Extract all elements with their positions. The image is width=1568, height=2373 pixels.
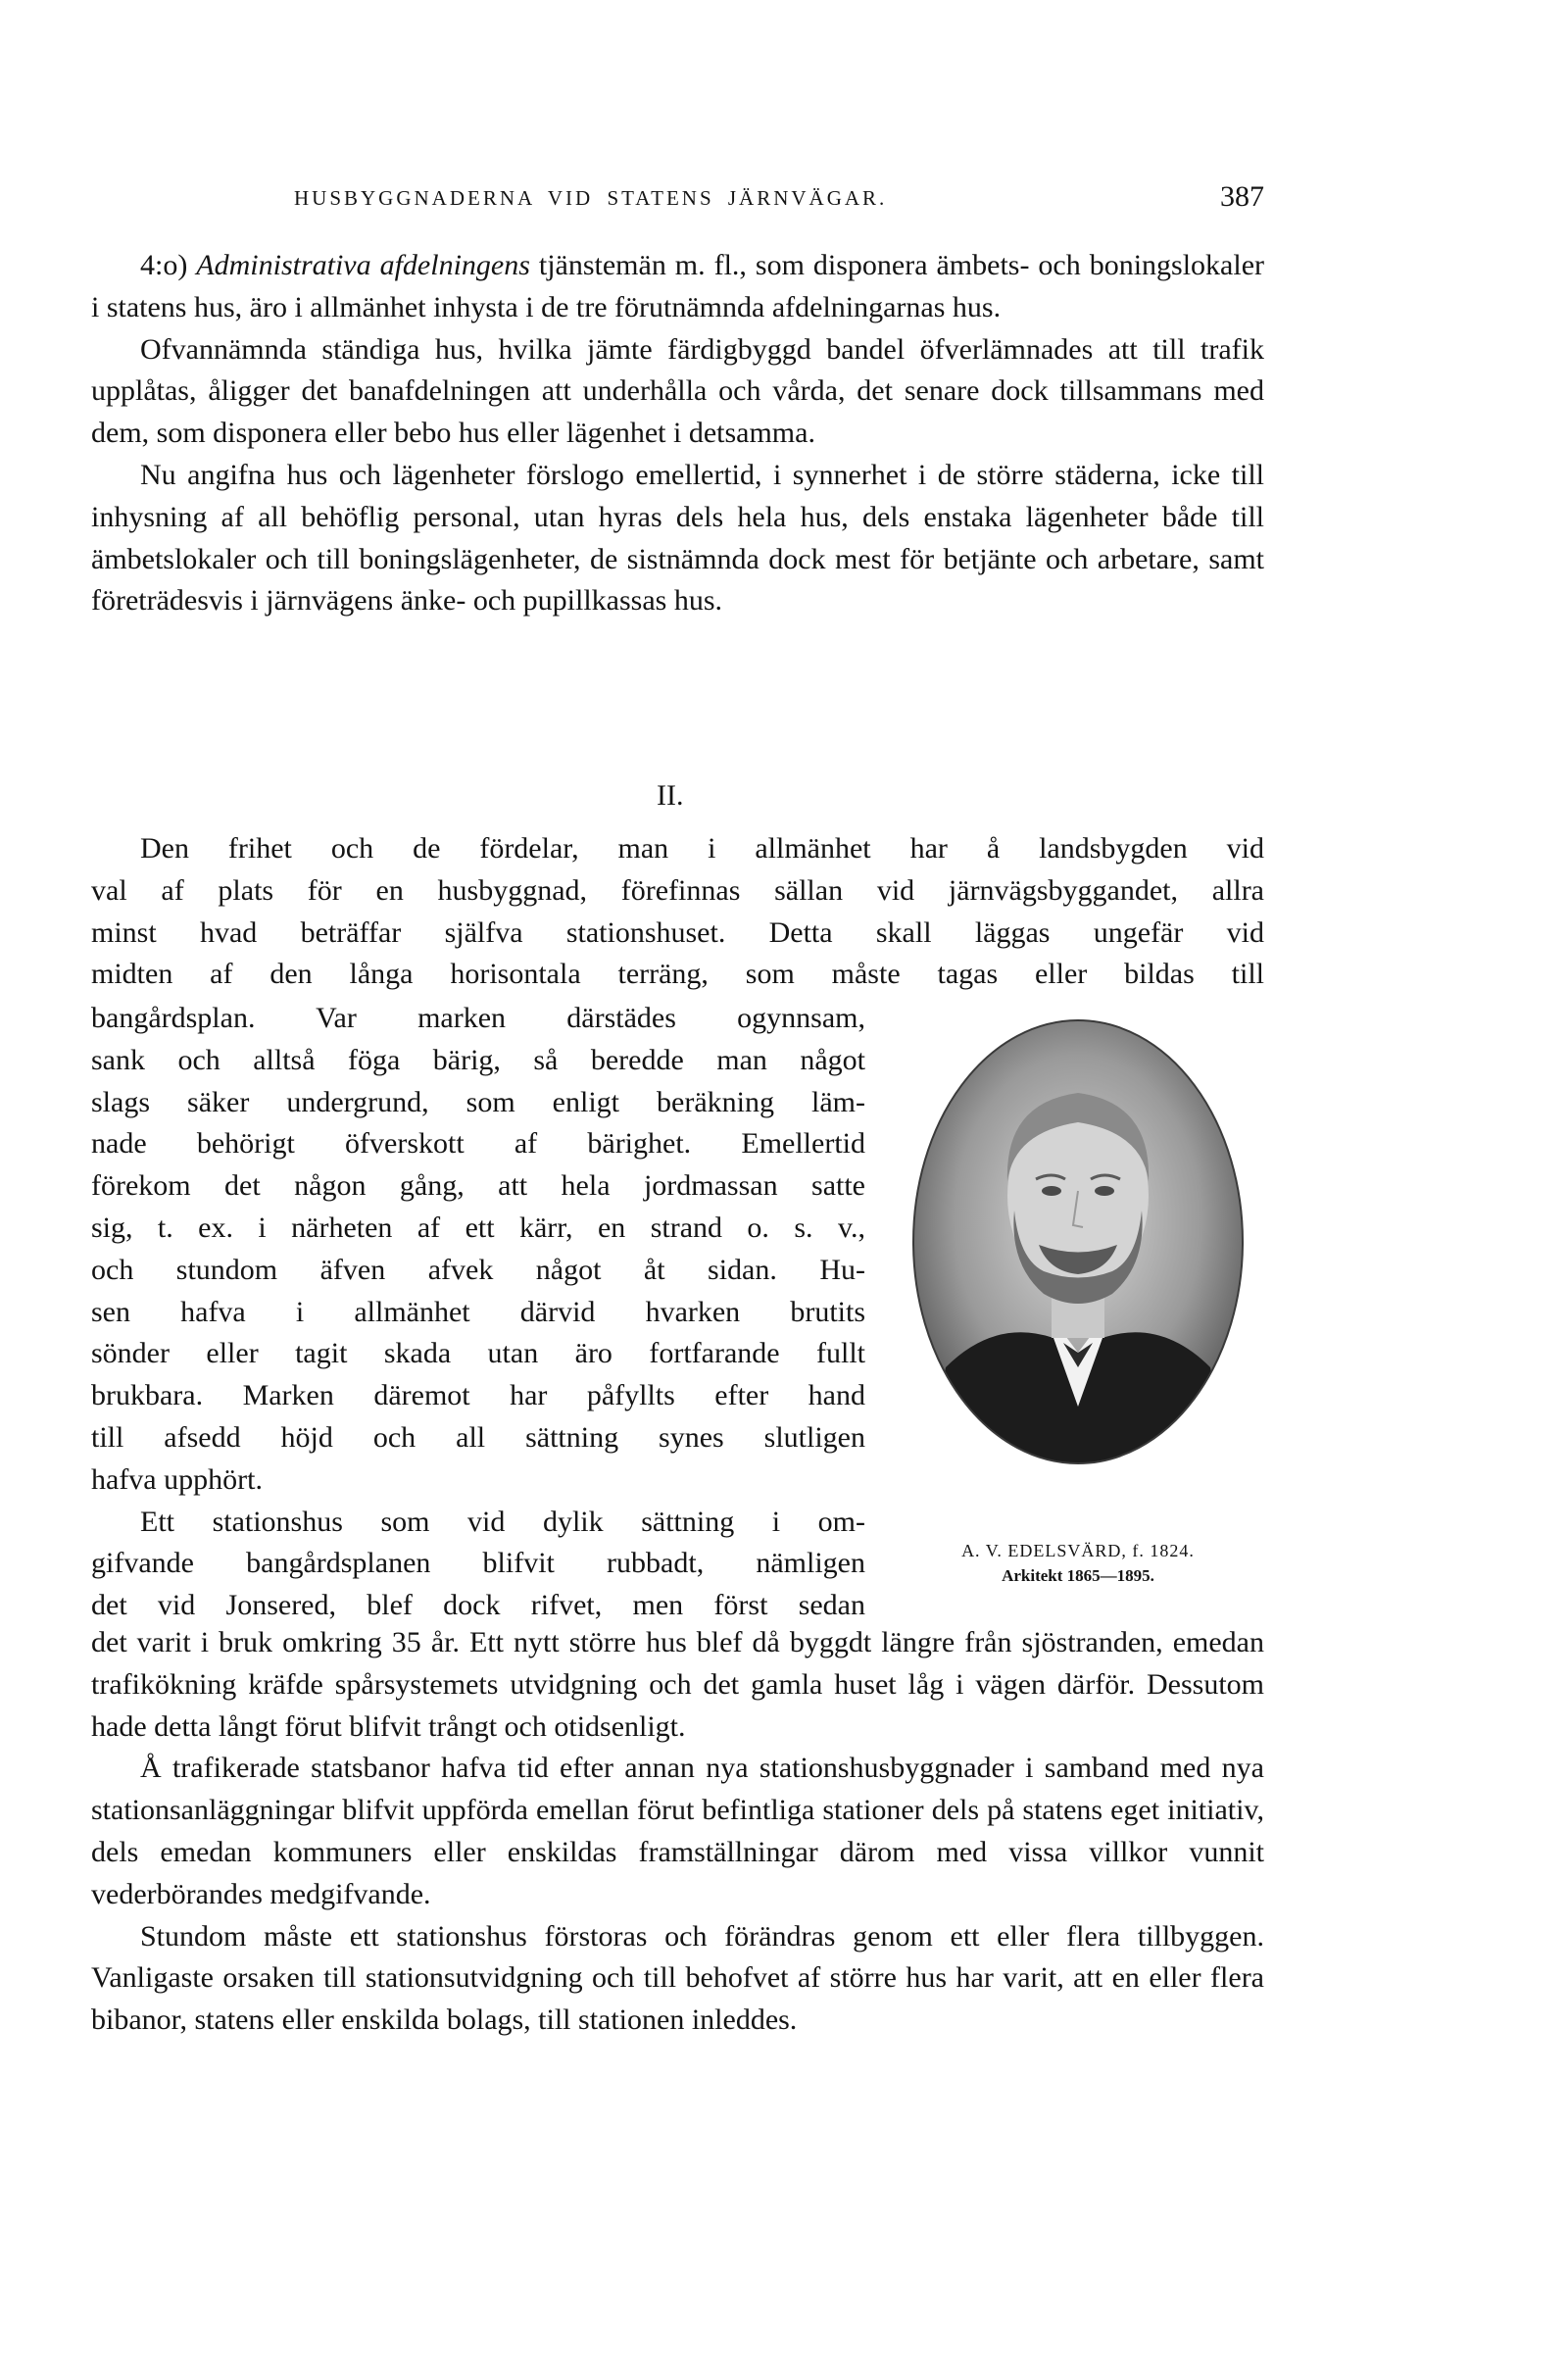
running-head: HUSBYGGNADERNA VID STATENS JÄRNVÄGAR. [294, 186, 888, 210]
text-line: val af plats för en husbyggnad, förefinnas sällan vid järnvägsbyggandet, allra [91, 873, 1264, 907]
text-line: och stundom äfven afvek något åt sidan. Hu- [91, 1253, 865, 1286]
text-line: slags säker undergrund, som enligt beräkning läm- [91, 1085, 865, 1118]
text-line: Den frihet och de fördelar, man i allmänhet har å landsbygden vid [140, 832, 1264, 865]
top-text-block [91, 245, 1264, 622]
paragraph-administrative [91, 245, 1264, 329]
text-line: det vid Jonsered, blef dock rifvet, men först sedan [91, 1589, 865, 1622]
text-line: sönder eller tagit skada utan äro fortfarande fullt [91, 1337, 865, 1370]
text-line: bangårdsplan. Var marken därstädes ogynnsam, [91, 1002, 865, 1034]
portrait-caption-name: A. V. EDELSVÄRD, f. 1824. [961, 1541, 1195, 1560]
text-line: sen hafva i allmänhet därvid hvarken brutits [91, 1295, 865, 1328]
text-line: minst hvad beträffar själfva stationshuset. Detta skall läggas ungefär vid [91, 915, 1264, 949]
paragraph-rented-housing: Nu angifna hus och lägenheter förslogo emellertid, i synnerhet i de större städerna, icke till inhysning af all behöflig personal, utan hyras dels hela hus, dels enstaka lägenheter både till ämbetslokaler och till boningslägenheter, de sistnämnda dock mest för betjänte och arbetare, samt företrädesvis i järnvägens änke- och pupillkassas hus. [91, 458, 1264, 618]
text-line: sank och alltså föga bärig, så beredde man något [91, 1043, 865, 1076]
text-line: hafva upphört. [91, 1462, 263, 1496]
paragraph-extensions: Stundom måste ett stationshus förstoras och förändras genom ett eller flera tillbyggen. Vanligaste orsaken till stationsutvidgning och till behofvet af större hus har varit, att en eller flera bibanor, statens eller enskilda bolags, till stationen inleddes. [91, 1919, 1264, 2037]
text-line: sig, t. ex. i närheten af ett kärr, en strand o. s. v., [91, 1211, 865, 1244]
page-header [294, 180, 1264, 220]
text-line: till afsedd höjd och all sättning synes slutligen [91, 1420, 865, 1454]
paragraph-new-stations: Å trafikerade statsbanor hafva tid efter annan nya stationshusbyggnader i samband med nya stationsanläggningar blifvit uppförda emellan förut befintliga stationer dels på statens eget initiativ, dels emedan kommuners eller enskildas framställningar därom med vissa villkor vunnit vederbörandes medgifvande. [91, 1752, 1264, 1910]
page-number: 387 [1220, 180, 1264, 213]
bottom-text-block [91, 1622, 1264, 2042]
item-heading-italic: Administrativa afdelningens [196, 249, 530, 281]
portrait-image [906, 1014, 1250, 1470]
wrapped-text-block [91, 998, 865, 1627]
paragraph-maintenance: Ofvannämnda ständiga hus, hvilka jämte färdigbyggd bandel öfverlämnades att till trafik upplåtas, åligger det banafdelningen att underhålla och vårda, det senare dock tillsammans med dem, som disponera eller bebo hus eller lägenhet i detsamma. [91, 332, 1264, 450]
portrait-caption-title: Arkitekt 1865—1895. [1002, 1566, 1154, 1585]
text-line: gifvande bangårdsplanen blifvit rubbadt, nämligen [91, 1547, 865, 1580]
text-line: förekom det någon gång, att hela jordmassan satte [91, 1169, 865, 1203]
intro-text-block [91, 828, 1264, 996]
text-line: nade behörigt öfverskott af bärighet. Emellertid [91, 1127, 865, 1161]
item-number: 4:o) [140, 249, 197, 281]
paragraph-text: tjänstemän m. fl., som disponera ämbets- och boningslokaler i statens hus, äro i allmänhet inhysta i de tre förutnämnda afdelningarnas hus. [91, 249, 1264, 323]
text-line: brukbara. Marken däremot har påfyllts efter hand [91, 1379, 865, 1412]
text-line: midten af den långa horisontala terräng, som måste tagas eller bildas till [91, 958, 1264, 991]
text-line: Ett stationshus som vid dylik sättning i om- [140, 1505, 865, 1538]
section-heading: II. [657, 779, 684, 812]
paragraph-jonsered: det varit i bruk omkring 35 år. Ett nytt större hus blef då byggdt längre från sjöstranden, emedan trafikökning kräfde spårsystemets utvidgning och det gamla huset låg i vägen därför. Dessutom hade detta långt förut blifvit trångt och otidsenligt. [91, 1626, 1264, 1743]
